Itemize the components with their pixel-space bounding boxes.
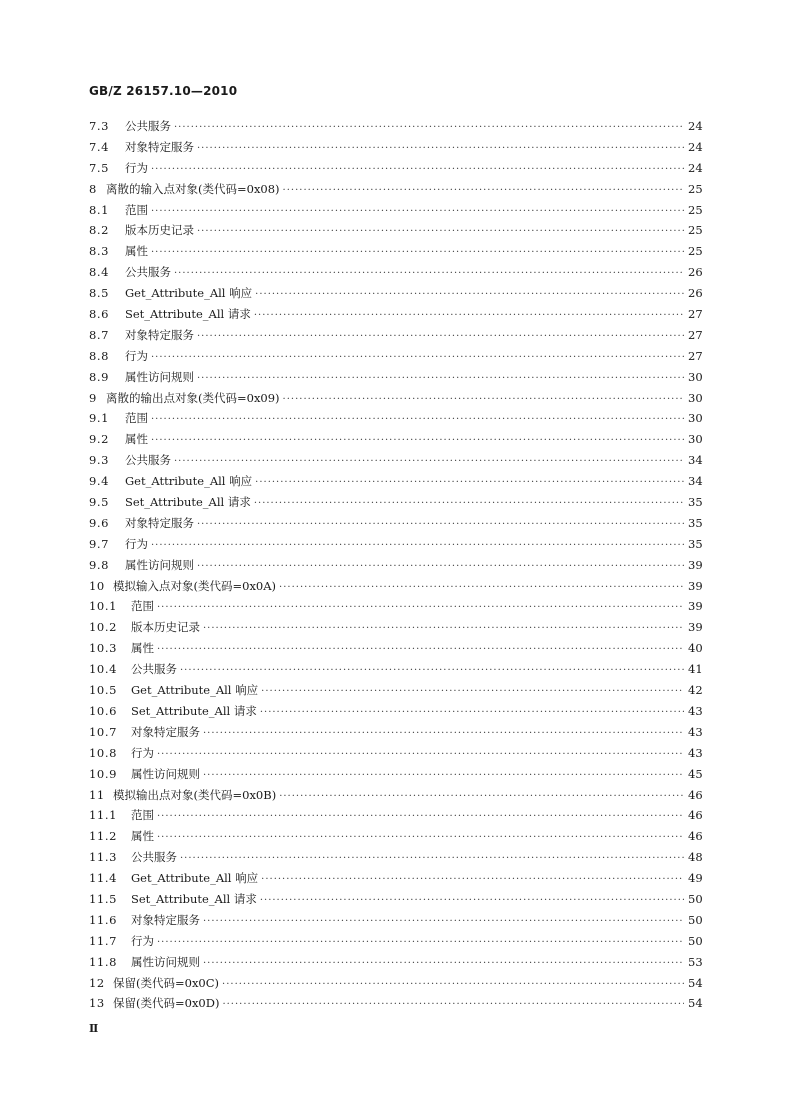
toc-entry[interactable] — [89, 390, 702, 411]
toc-entry-number: 10 — [89, 578, 105, 593]
toc-entry-page: 25 — [688, 223, 703, 238]
toc-leader-dots — [151, 435, 684, 446]
toc-leader-dots — [174, 122, 684, 133]
toc-entry-number: 9.6 — [89, 515, 110, 530]
toc-entry-number: 7.3 — [89, 119, 110, 133]
toc-entry-title: 对象特定服务 — [125, 327, 194, 342]
toc-leader-dots — [254, 498, 684, 509]
toc-leader-dots — [197, 331, 684, 342]
toc-entry-title: 范围 — [125, 411, 148, 426]
toc-entry-page: 46 — [688, 787, 703, 802]
toc-entry-number: 7.4 — [89, 139, 110, 154]
toc-leader-dots — [157, 602, 684, 613]
toc-entry[interactable] — [89, 828, 702, 849]
toc-entry-title: 属性访问规则 — [125, 557, 194, 572]
toc-entry[interactable] — [89, 849, 702, 870]
toc-entry-page: 35 — [688, 515, 703, 530]
toc-leader-dots — [157, 749, 684, 760]
toc-entry-number: 11.1 — [89, 808, 118, 823]
toc-entry-title: Get_Attribute_All 响应 — [131, 871, 259, 886]
toc-entry-title: Get_Attribute_All 响应 — [125, 474, 253, 489]
toc-entry[interactable] — [89, 118, 702, 139]
toc-entry-number: 10.2 — [89, 620, 118, 635]
toc-entry-number: 9.8 — [89, 557, 110, 572]
toc-entry-title: 保留(类代码=0x0D) — [113, 996, 220, 1011]
toc-entry-number: 9.4 — [89, 474, 110, 489]
toc-entry-title: 模拟输入点对象(类代码=0x0A) — [113, 578, 277, 593]
toc-entry-title: 行为 — [125, 348, 148, 363]
toc-entry[interactable] — [89, 369, 702, 390]
toc-entry-title: 行为 — [125, 536, 148, 551]
toc-entry-page: 27 — [688, 307, 703, 322]
standard-number: GB/Z 26157.10—2010 — [89, 84, 238, 98]
toc-entry-page: 25 — [688, 244, 703, 259]
toc-entry-title: 离散的输出点对象(类代码=0x09) — [106, 390, 280, 405]
toc-entry-page: 43 — [688, 703, 703, 718]
toc-entry-title: 行为 — [131, 933, 154, 948]
toc-entry-number: 8.5 — [89, 286, 110, 301]
toc-entry-number: 8.6 — [89, 307, 110, 322]
toc-entry-page: 50 — [688, 912, 703, 927]
toc-entry[interactable] — [89, 995, 702, 1016]
toc-entry-title: 对象特定服务 — [125, 139, 194, 154]
toc-entry-number: 8.3 — [89, 244, 110, 259]
toc-entry-title: 公共服务 — [125, 453, 171, 468]
toc-entry-number: 10.9 — [89, 766, 118, 781]
toc-leader-dots — [180, 853, 684, 864]
toc-entry-title: Set_Attribute_All 请求 — [131, 703, 257, 718]
toc-entry-number: 11.8 — [89, 954, 118, 969]
toc-entry-page: 46 — [688, 808, 703, 823]
toc-entry-title: 属性 — [125, 432, 148, 447]
toc-leader-dots — [260, 707, 684, 718]
toc-entry-page: 45 — [688, 766, 703, 781]
toc-entry-title: 版本历史记录 — [125, 223, 194, 238]
toc-entry[interactable] — [89, 431, 702, 452]
toc-entry-page: 26 — [688, 286, 703, 301]
toc-entry[interactable] — [89, 202, 702, 223]
toc-entry-page: 40 — [688, 641, 703, 656]
toc-entry-title: 版本历史记录 — [131, 620, 200, 635]
toc-entry-number: 11.3 — [89, 850, 118, 865]
toc-entry-number: 8.1 — [89, 202, 110, 217]
toc-entry[interactable] — [89, 557, 702, 578]
toc-entry-title: 公共服务 — [125, 119, 171, 133]
toc-leader-dots — [255, 289, 684, 300]
toc-entry[interactable] — [89, 452, 702, 473]
toc-leader-dots — [254, 310, 684, 321]
toc-entry-title: Set_Attribute_All 请求 — [131, 891, 257, 906]
toc-entry-page: 41 — [688, 662, 703, 677]
toc-entry-number: 10.5 — [89, 683, 118, 698]
toc-entry-title: 离散的输入点对象(类代码=0x08) — [106, 181, 280, 196]
toc-leader-dots — [151, 540, 684, 551]
toc-entry-number: 12 — [89, 975, 105, 990]
table-of-contents — [89, 118, 702, 1016]
toc-entry-page: 48 — [688, 850, 703, 865]
toc-entry[interactable] — [89, 787, 702, 808]
toc-entry-title: 行为 — [131, 745, 154, 760]
toc-leader-dots — [151, 206, 684, 217]
toc-entry[interactable] — [89, 745, 702, 766]
toc-entry[interactable] — [89, 160, 702, 181]
toc-entry-number: 9.3 — [89, 453, 110, 468]
toc-entry-title: 对象特定服务 — [131, 724, 200, 739]
toc-entry[interactable] — [89, 933, 702, 954]
toc-entry-page: 39 — [688, 578, 703, 593]
toc-entry[interactable] — [89, 578, 702, 599]
toc-entry[interactable] — [89, 912, 702, 933]
toc-entry-number: 9.5 — [89, 495, 110, 510]
toc-entry-title: 属性 — [131, 829, 154, 844]
toc-leader-dots — [197, 519, 684, 530]
toc-entry-title: 对象特定服务 — [125, 515, 194, 530]
toc-entry-page: 30 — [688, 432, 703, 447]
toc-entry-title: Get_Attribute_All 响应 — [131, 683, 259, 698]
toc-entry-title: 范围 — [125, 202, 148, 217]
toc-entry[interactable] — [89, 807, 702, 828]
toc-entry[interactable] — [89, 891, 702, 912]
toc-entry[interactable] — [89, 515, 702, 536]
toc-entry-title: 公共服务 — [131, 850, 177, 865]
toc-entry-title: Set_Attribute_All 请求 — [125, 307, 251, 322]
toc-entry[interactable] — [89, 640, 702, 661]
toc-entry-title: 范围 — [131, 808, 154, 823]
toc-entry-number: 8.9 — [89, 369, 110, 384]
toc-leader-dots — [260, 895, 684, 906]
toc-entry-title: 范围 — [131, 599, 154, 614]
toc-entry[interactable] — [89, 473, 702, 494]
toc-entry-number: 7.5 — [89, 160, 110, 175]
toc-entry-number: 8.2 — [89, 223, 110, 238]
toc-entry-title: 属性访问规则 — [131, 766, 200, 781]
toc-leader-dots — [157, 644, 684, 655]
toc-entry-number: 13 — [89, 996, 105, 1011]
toc-entry-number: 11.4 — [89, 871, 118, 886]
toc-entry-title: 行为 — [125, 160, 148, 175]
toc-entry-number: 10.6 — [89, 703, 118, 718]
toc-entry-title: 公共服务 — [131, 662, 177, 677]
toc-entry-page: 34 — [688, 453, 703, 468]
toc-entry-page: 42 — [688, 683, 703, 698]
toc-entry-page: 24 — [688, 139, 703, 154]
toc-entry-number: 10.8 — [89, 745, 118, 760]
toc-entry-number: 11 — [89, 787, 105, 802]
toc-entry[interactable] — [89, 264, 702, 285]
toc-leader-dots — [203, 958, 684, 969]
toc-entry-page: 46 — [688, 829, 703, 844]
toc-entry-page: 25 — [688, 202, 703, 217]
toc-entry[interactable] — [89, 285, 702, 306]
toc-entry[interactable] — [89, 724, 702, 745]
toc-leader-dots — [279, 582, 684, 593]
toc-leader-dots — [157, 811, 684, 822]
toc-entry-title: Set_Attribute_All 请求 — [125, 495, 251, 510]
toc-leader-dots — [279, 791, 684, 802]
toc-leader-dots — [197, 143, 684, 154]
toc-entry-number: 8.7 — [89, 327, 110, 342]
toc-entry[interactable] — [89, 598, 702, 619]
toc-entry-page: 50 — [688, 933, 703, 948]
toc-entry-number: 10.1 — [89, 599, 118, 614]
toc-leader-dots — [255, 477, 684, 488]
toc-entry-number: 11.6 — [89, 912, 118, 927]
toc-entry-number: 10.3 — [89, 641, 118, 656]
toc-entry[interactable] — [89, 243, 702, 264]
toc-entry[interactable] — [89, 682, 702, 703]
toc-entry-number: 9.1 — [89, 411, 110, 426]
toc-entry-number: 8.8 — [89, 348, 110, 363]
toc-entry-page: 39 — [688, 599, 703, 614]
toc-entry[interactable] — [89, 954, 702, 975]
toc-leader-dots — [197, 561, 684, 572]
toc-entry[interactable] — [89, 327, 702, 348]
toc-entry-number: 9.7 — [89, 536, 110, 551]
toc-leader-dots — [222, 999, 684, 1010]
toc-entry[interactable] — [89, 975, 702, 996]
toc-entry[interactable] — [89, 661, 702, 682]
toc-entry-title: 属性 — [131, 641, 154, 656]
toc-entry-title: 保留(类代码=0x0C) — [113, 975, 220, 990]
toc-entry-page: 30 — [688, 369, 703, 384]
toc-leader-dots — [222, 979, 684, 990]
toc-leader-dots — [157, 937, 684, 948]
toc-leader-dots — [203, 623, 684, 634]
page-number: Ⅱ — [89, 1022, 99, 1035]
toc-entry-title: 属性 — [125, 244, 148, 259]
toc-entry-page: 30 — [688, 411, 703, 426]
toc-entry-page: 35 — [688, 536, 703, 551]
toc-leader-dots — [151, 352, 684, 363]
toc-entry-page: 43 — [688, 745, 703, 760]
toc-entry[interactable] — [89, 703, 702, 724]
toc-entry[interactable] — [89, 181, 702, 202]
toc-leader-dots — [151, 414, 684, 425]
toc-entry-title: 公共服务 — [125, 265, 171, 280]
toc-entry[interactable] — [89, 536, 702, 557]
toc-entry-number: 11.5 — [89, 891, 118, 906]
toc-entry-page: 27 — [688, 348, 703, 363]
toc-entry-page: 39 — [688, 620, 703, 635]
toc-entry-page: 24 — [688, 160, 703, 175]
toc-entry-page: 53 — [688, 954, 703, 969]
toc-entry[interactable] — [89, 870, 702, 891]
toc-leader-dots — [151, 247, 684, 258]
toc-entry-page: 35 — [688, 495, 703, 510]
toc-leader-dots — [283, 394, 684, 405]
toc-leader-dots — [197, 226, 684, 237]
toc-entry-page: 43 — [688, 724, 703, 739]
toc-entry[interactable] — [89, 619, 702, 640]
toc-entry[interactable] — [89, 766, 702, 787]
toc-entry[interactable] — [89, 222, 702, 243]
toc-entry-title: Get_Attribute_All 响应 — [125, 286, 253, 301]
toc-entry[interactable] — [89, 306, 702, 327]
toc-entry-page: 49 — [688, 871, 703, 886]
toc-entry[interactable] — [89, 348, 702, 369]
toc-leader-dots — [197, 373, 684, 384]
toc-leader-dots — [174, 456, 684, 467]
toc-entry-page: 26 — [688, 265, 703, 280]
toc-entry-page: 50 — [688, 891, 703, 906]
toc-leader-dots — [180, 665, 684, 676]
toc-leader-dots — [203, 916, 684, 927]
toc-leader-dots — [283, 185, 684, 196]
toc-entry-number: 8.4 — [89, 265, 110, 280]
toc-entry-title: 属性访问规则 — [131, 954, 200, 969]
toc-entry-number: 11.7 — [89, 933, 118, 948]
toc-entry[interactable] — [89, 494, 702, 515]
toc-leader-dots — [174, 268, 684, 279]
toc-entry-title: 对象特定服务 — [131, 912, 200, 927]
toc-leader-dots — [261, 874, 684, 885]
toc-entry-title: 属性访问规则 — [125, 369, 194, 384]
toc-entry-page: 54 — [688, 975, 703, 990]
toc-entry-title: 模拟输出点对象(类代码=0x0B) — [113, 787, 277, 802]
toc-entry-page: 34 — [688, 474, 703, 489]
toc-entry[interactable] — [89, 139, 702, 160]
toc-entry-number: 10.7 — [89, 724, 118, 739]
toc-entry-page: 39 — [688, 557, 703, 572]
toc-entry-page: 25 — [688, 181, 703, 196]
toc-entry-number: 9 — [89, 390, 97, 405]
toc-entry-page: 54 — [688, 996, 703, 1011]
toc-entry-page: 30 — [688, 390, 703, 405]
toc-entry-page: 24 — [688, 119, 703, 133]
toc-entry[interactable] — [89, 410, 702, 431]
toc-entry-number: 10.4 — [89, 662, 118, 677]
toc-leader-dots — [203, 770, 684, 781]
toc-entry-number: 9.2 — [89, 432, 110, 447]
toc-leader-dots — [261, 686, 684, 697]
toc-leader-dots — [151, 164, 684, 175]
toc-leader-dots — [157, 832, 684, 843]
toc-entry-page: 27 — [688, 327, 703, 342]
toc-entry-number: 11.2 — [89, 829, 118, 844]
toc-leader-dots — [203, 728, 684, 739]
toc-entry-number: 8 — [89, 181, 97, 196]
